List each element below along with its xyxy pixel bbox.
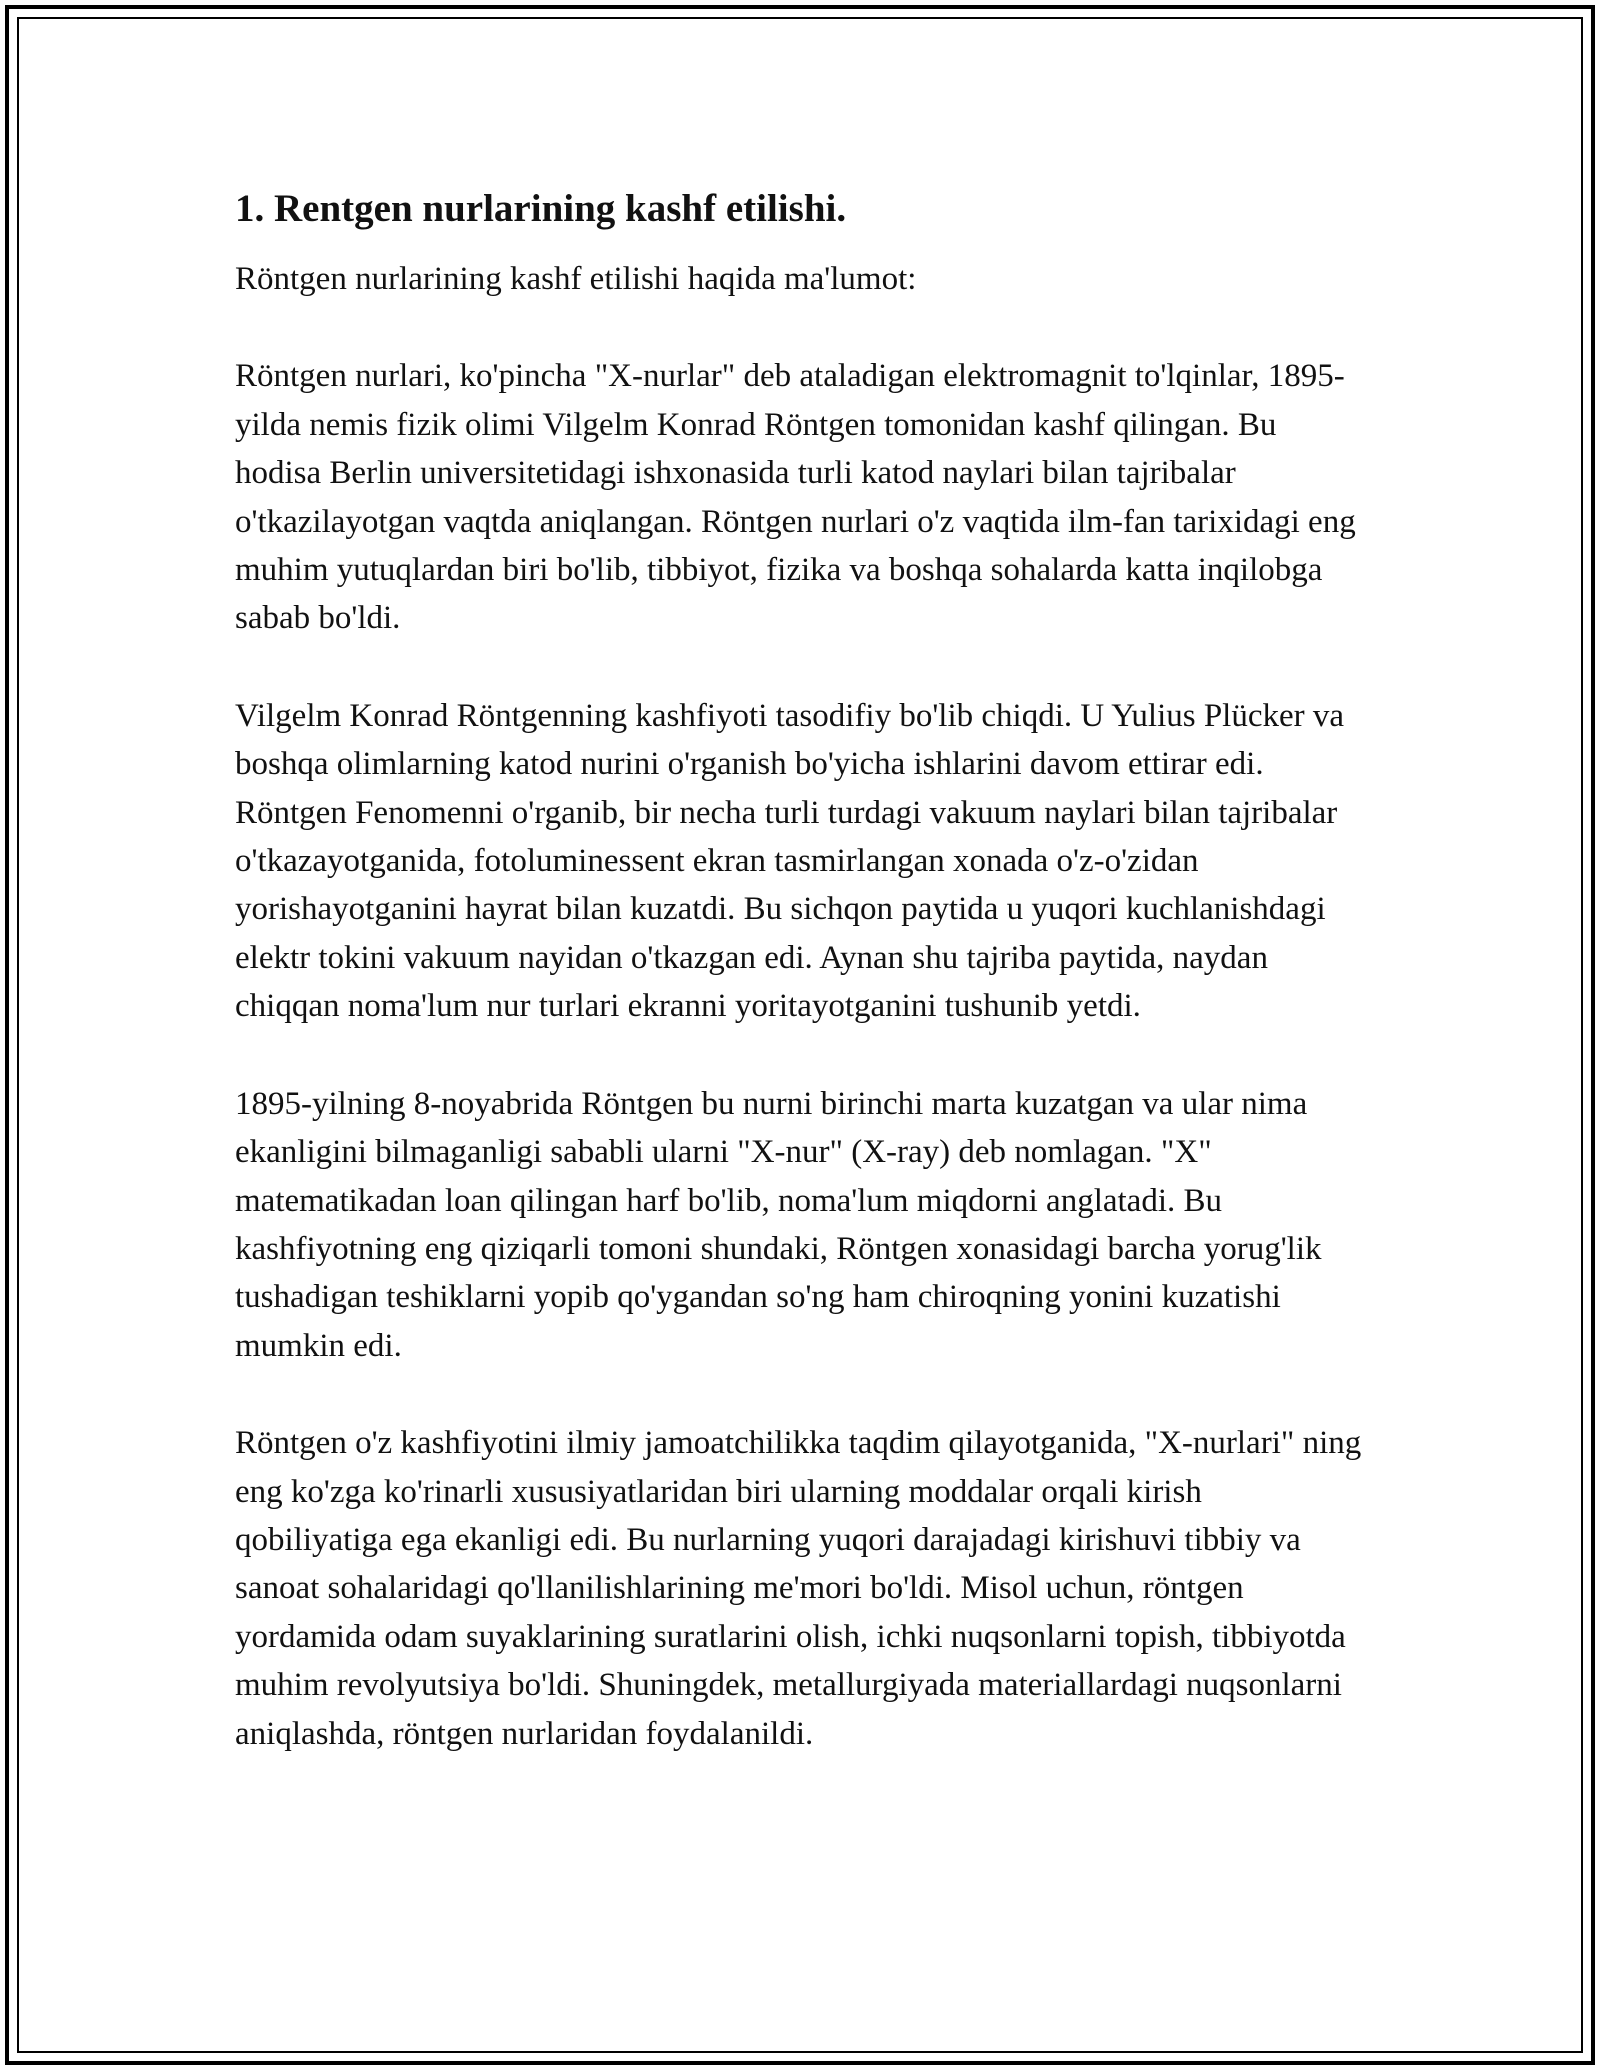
- document-body: [235, 185, 1365, 1807]
- paragraph-naming: 1895-yilning 8-noyabrida Röntgen bu nurni birinchi marta kuzatgan va ular nima ekanligini bilmaganligi sababli ularni "X-nur" (X-ray) deb nomlagan. "X" matematikadan loan qilingan harf bo'lib, noma'lum miqdorni anglatadi. Bu kashfiyotning eng qiziqarli tomoni shundaki, Röntgen xonasidagi barcha yorug'lik tushadigan teshiklarni yopib qo'ygandan so'ng ham chiroqning yonini kuzatishi mumkin edi.: [235, 1085, 1322, 1364]
- section-heading: 1. Rentgen nurlarining kashf etilishi.: [235, 187, 847, 230]
- intro-paragraph: Röntgen nurlarining kashf etilishi haqida ma'lumot:: [235, 261, 917, 297]
- paragraph-experiment: Vilgelm Konrad Röntgenning kashfiyoti tasodifiy bo'lib chiqdi. U Yulius Plücker va boshqa olimlarning katod nurini o'rganish bo'yicha ishlarini davom ettirar edi. Röntgen Fenomenni o'rganib, bir necha turli turdagi vakuum naylari bilan tajribalar o'tkazayotganida, fotoluminessent ekran tasmirlangan xonada o'z-o'zidan yorishayotganini hayrat bilan kuzatdi. Bu sichqon paytida u yuqori kuchlanishdagi elektr tokini vakuum nayidan o'tkazgan edi. Aynan shu tajriba paytida, naydan chiqqan noma'lum nur turlari ekranni yoritayotganini tushunib yetdi.: [235, 697, 1345, 1025]
- paragraph-discovery: Röntgen nurlari, ko'pincha "X-nurlar" deb ataladigan elektromagnit to'lqinlar, 1895-yilda nemis fizik olimi Vilgelm Konrad Röntgen tomonidan kashf qilingan. Bu hodisa Berlin universitetidagi ishxonasida turli katod naylari bilan tajribalar o'tkazilayotgan vaqtda aniqlangan. Röntgen nurlari o'z vaqtida ilm-fan tarixidagi eng muhim yutuqlardan biri bo'lib, tibbiyot, fizika va boshqa sohalarda katta inqilobga sabab bo'ldi.: [235, 358, 1356, 637]
- paragraph-applications: Röntgen o'z kashfiyotini ilmiy jamoatchilikka taqdim qilayotganida, "X-nurlari" ning eng ko'zga ko'rinarli xususiyatlaridan biri ularning moddalar orqali kirish qobiliyatiga ega ekanligi edi. Bu nurlarning yuqori darajadagi kirishuvi tibbiy va sanoat sohalaridagi qo'llanilishlarining me'mori bo'ldi. Misol uchun, röntgen yordamida odam suyaklarining suratlarini olish, ichki nuqsonlarni topish, tibbiyotda muhim revolyutsiya bo'ldi. Shuningdek, metallurgiyada materiallardagi nuqsonlarni aniqlashda, röntgen nurlaridan foydalanildi.: [235, 1425, 1362, 1752]
